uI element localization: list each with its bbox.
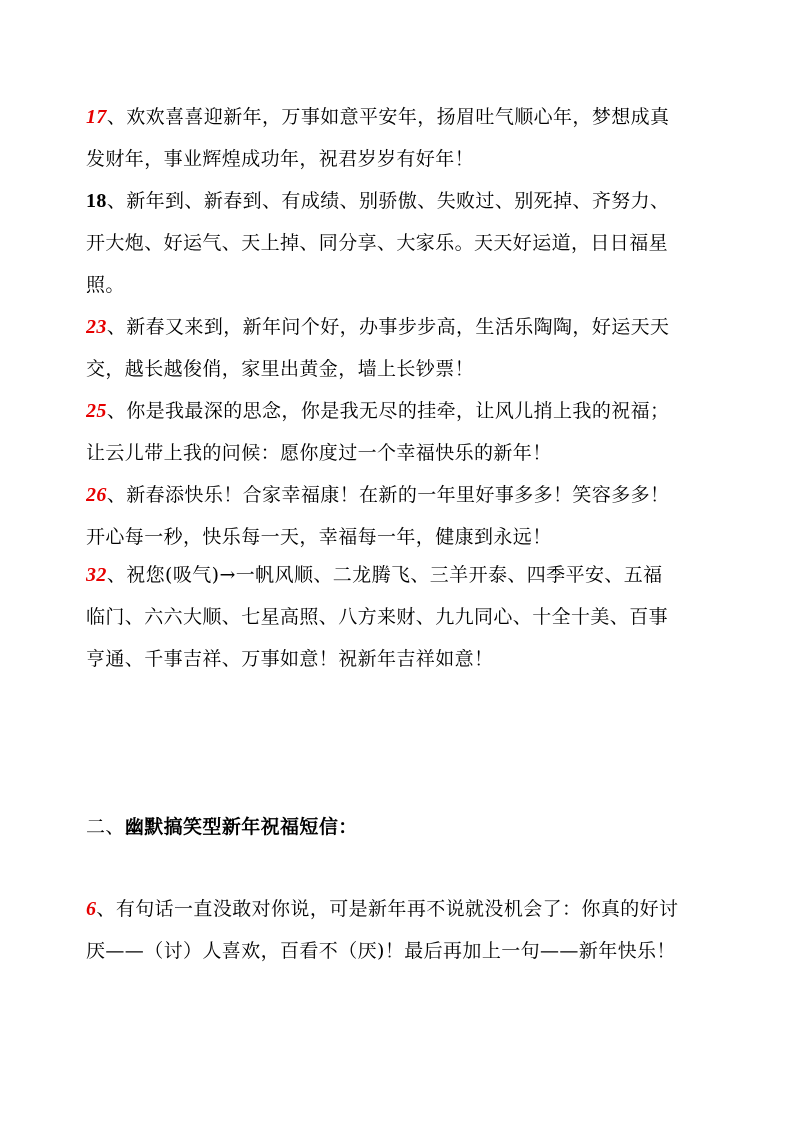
line-text: 开心每一秒，快乐每一天，幸福每一年，健康到永远！ xyxy=(86,526,552,548)
blessing-line xyxy=(86,390,736,432)
blessing-line xyxy=(86,348,736,390)
line-text: 临门、六六大顺、七星高照、八方来财、九九同心、十全十美、百事 xyxy=(86,606,669,628)
blessing-line xyxy=(86,930,736,972)
blessing-line xyxy=(86,554,736,596)
blessing-line xyxy=(86,138,736,180)
item-separator: 、 xyxy=(106,190,127,212)
blessing-line xyxy=(86,516,736,558)
blessing-line xyxy=(86,638,736,680)
item-number: 26 xyxy=(86,484,107,506)
blessing-item-17 xyxy=(86,96,736,180)
line-text: 新春又来到，新年问个好，办事步步高，生活乐陶陶，好运天天 xyxy=(126,316,670,338)
blessing-line xyxy=(86,264,736,306)
line-text: 让云儿带上我的问候：愿你度过一个幸福快乐的新年！ xyxy=(86,442,552,464)
item-separator: 、 xyxy=(106,400,127,422)
blessing-item-18 xyxy=(86,180,736,306)
line-text: 开大炮、好运气、天上掉、同分享、大家乐。天天好运道，日日福星 xyxy=(86,232,669,254)
line-text: 你是我最深的思念，你是我无尽的挂牵，让风儿捎上我的祝福； xyxy=(126,400,670,422)
line-text: 交，越长越俊俏，家里出黄金，墙上长钞票！ xyxy=(86,358,475,380)
item-number: 18 xyxy=(86,190,107,212)
item-number: 32 xyxy=(86,564,107,586)
item-separator: 、 xyxy=(106,106,127,128)
line-text: 亨通、千事吉祥、万事如意！祝新年吉祥如意！ xyxy=(86,648,494,670)
blessing-item-6 xyxy=(86,888,736,972)
heading-title: 幽默搞笑型新年祝福短信： xyxy=(124,816,358,838)
line-text: 照。 xyxy=(86,274,125,296)
line-text: 发财年，事业辉煌成功年，祝君岁岁有好年！ xyxy=(86,148,475,170)
blessing-item-25 xyxy=(86,390,736,474)
blessing-line xyxy=(86,306,736,348)
blessing-line xyxy=(86,596,736,638)
blessing-line xyxy=(86,432,736,474)
item-number: 25 xyxy=(86,400,107,422)
line-text: 欢欢喜喜迎新年，万事如意平安年，扬眉吐气顺心年，梦想成真 xyxy=(126,106,670,128)
blessing-line xyxy=(86,96,736,138)
blessing-item-32 xyxy=(86,554,736,680)
heading-prefix: 二、 xyxy=(86,816,125,838)
line-text: 新年到、新春到、有成绩、别骄傲、失败过、别死掉、齐努力、 xyxy=(126,190,670,212)
item-number: 17 xyxy=(86,106,107,128)
item-separator: 、 xyxy=(106,564,127,586)
blessing-item-26 xyxy=(86,474,736,558)
item-separator: 、 xyxy=(96,898,116,920)
item-number: 23 xyxy=(86,316,107,338)
blessing-line xyxy=(86,180,736,222)
item-separator: 、 xyxy=(106,484,127,506)
line-text: 新春添快乐！合家幸福康！在新的一年里好事多多！笑容多多！ xyxy=(126,484,670,506)
line-text: 祝您(吸气)→一帆风顺、二龙腾飞、三羊开泰、四季平安、五福 xyxy=(126,564,663,586)
blessing-line xyxy=(86,888,736,930)
blessing-line xyxy=(86,222,736,264)
line-text: 有句话一直没敢对你说，可是新年再不说就没机会了：你真的好讨 xyxy=(115,898,679,920)
section-heading xyxy=(86,806,736,848)
line-text: 厌——（讨）人喜欢，百看不（厌)！最后再加上一句——新年快乐！ xyxy=(86,940,676,962)
blessing-line xyxy=(86,474,736,516)
item-number: 6 xyxy=(86,898,97,920)
item-separator: 、 xyxy=(106,316,127,338)
blessing-item-23 xyxy=(86,306,736,390)
